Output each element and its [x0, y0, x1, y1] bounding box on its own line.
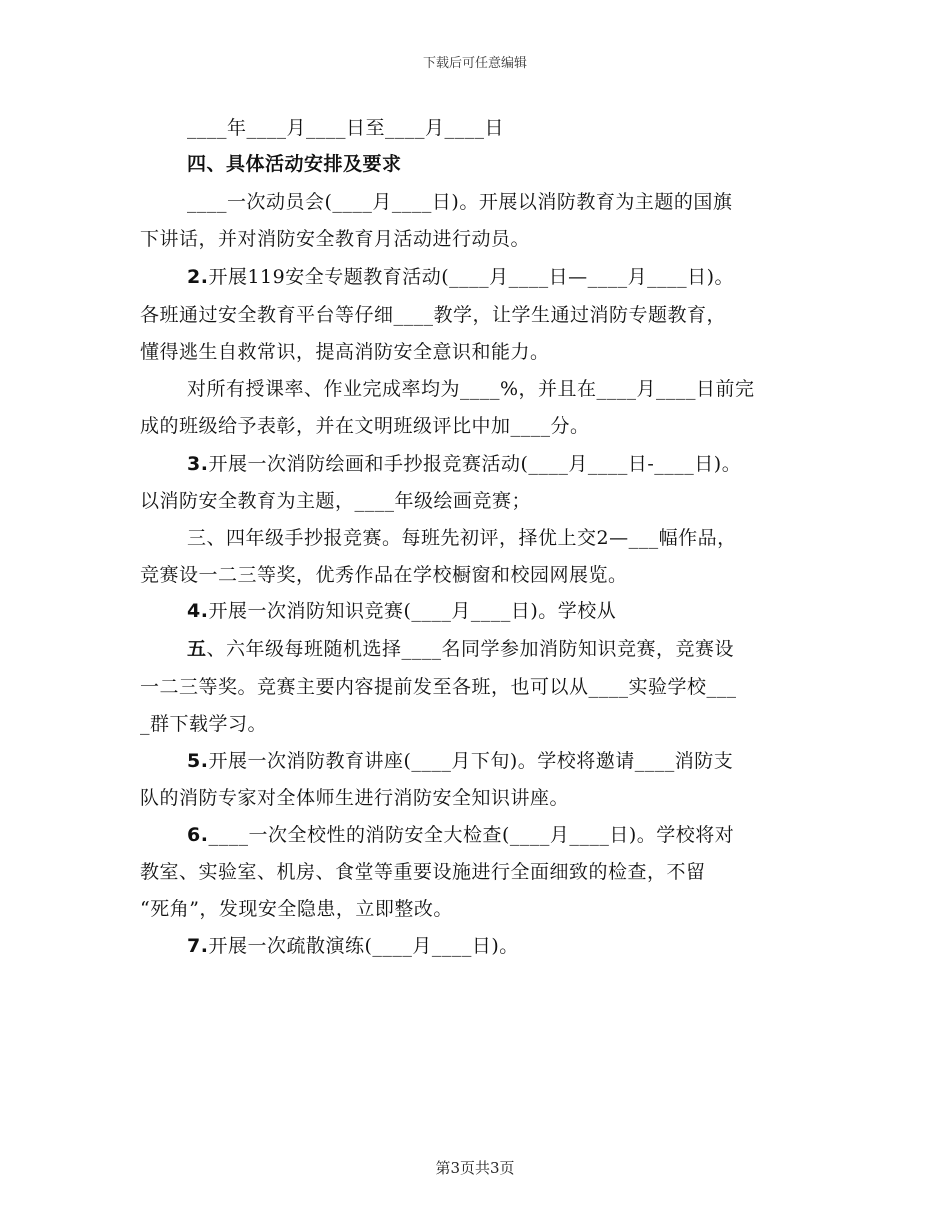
para-rate-line-1: 对所有授课率、作业完成率均为____%，并且在____月____日前完 [187, 378, 755, 400]
item-2-line-3: 懂得逃生自救常识，提高消防安全意识和能力。 [140, 341, 550, 363]
para-handcopy-line-2: 竞赛设一二三等奖，优秀作品在学校橱窗和校园网展览。 [140, 564, 628, 586]
item-5-number: 5. [187, 750, 209, 772]
item-7-line-1 [187, 935, 867, 957]
item-5-line-2: 队的消防专家对全体师生进行消防安全知识讲座。 [140, 787, 570, 809]
para-handcopy-line-1: 三、四年级手抄报竞赛。每班先初评，择优上交2—___幅作品， [187, 527, 737, 549]
item-3-number: 3. [187, 453, 209, 475]
item-6-line-2: 教室、实验室、机房、食堂等重要设施进行全面细致的检查，不留 [140, 861, 706, 883]
item-1-line-1: ____一次动员会(____月____日)。开展以消防教育为主题的国旗 [187, 191, 733, 213]
item-4-line-1 [187, 600, 867, 622]
item-3-line-2: 以消防安全教育为主题，____年级绘画竞赛； [140, 490, 532, 512]
item-2-line-2: 各班通过安全教育平台等仔细____教学，让学生通过消防专题教育， [140, 304, 727, 326]
item-6-text: ____一次全校性的消防安全大检查(____月____日)。学校将对 [208, 824, 735, 846]
section-heading-4: 四、具体活动安排及要求 [187, 153, 402, 175]
item-3-text: 开展一次消防绘画和手抄报竞赛活动(____月____日-____日)。 [208, 453, 742, 475]
item-7-text: 开展一次疏散演练(____月____日)。 [208, 935, 519, 957]
para-quiz-line-3: _群下载学习。 [140, 713, 268, 735]
item-5-line-1 [187, 750, 867, 772]
para-quiz-line-1 [187, 638, 867, 660]
para-quiz-line-2: 一二三等奖。竞赛主要内容提前发至各班，也可以从____实验学校___ [140, 676, 737, 698]
item-7-number: 7. [187, 935, 209, 957]
para-quiz-text: 、六年级每班随机选择____名同学参加消防知识竞赛，竞赛设 [206, 638, 735, 660]
item-3-line-1 [187, 453, 867, 475]
page-header: 下载后可任意编辑 [422, 56, 527, 71]
item-1-line-2: 下讲话，并对消防安全教育月活动进行动员。 [140, 228, 531, 250]
item-5-text: 开展一次消防教育讲座(____月下旬)。学校将邀请____消防支 [208, 750, 734, 772]
item-4-number: 4. [187, 600, 209, 622]
item-2-number: 2. [187, 266, 209, 288]
item-6-line-3: “死角”，发现安全隐患，立即整改。 [140, 898, 453, 920]
item-2-text: 开展119安全专题教育活动(____月____日—____月____日)。 [208, 266, 735, 288]
item-4-text: 开展一次消防知识竞赛(____月____日)。学校从 [208, 600, 617, 622]
para-rate-line-2: 成的班级给予表彰，并在文明班级评比中加____分。 [140, 415, 590, 437]
item-2-line-1 [187, 266, 867, 288]
date-range-line: ____年____月____日至____月____日 [187, 117, 505, 139]
para-quiz-prefix: 五 [187, 638, 207, 660]
item-6-line-1 [187, 824, 867, 846]
page-footer: 第3页共3页 [435, 1159, 515, 1177]
item-6-number: 6. [187, 824, 209, 846]
